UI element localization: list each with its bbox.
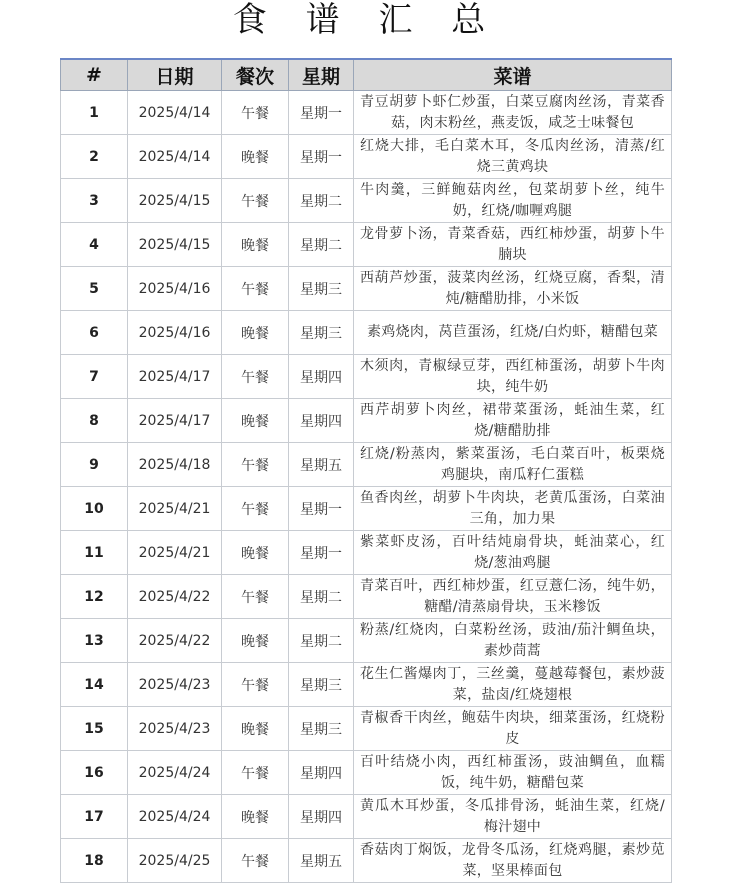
cell-num: 18: [61, 839, 128, 883]
cell-dishes: [354, 707, 672, 751]
dish-text: 素鸡烧肉，莴苣蛋汤，红烧/白灼虾，糖醋包菜: [366, 324, 658, 340]
cell-num: 16: [61, 751, 128, 795]
dish-text: 红烧大排，毛白菜木耳，冬瓜肉丝汤，清蒸/红烧三黄鸡块: [360, 137, 665, 175]
cell-dishes: [354, 355, 672, 399]
table-row[interactable]: [61, 179, 672, 223]
table-row[interactable]: [61, 707, 672, 751]
dish-text: 龙骨萝卜汤，青菜香菇，西红柿炒蛋，胡萝卜牛腩块: [360, 225, 665, 263]
cell-weekday: 星期二: [289, 223, 354, 267]
dish-text: 青椒香干肉丝，鲍菇牛肉块，细菜蛋汤，红烧粉皮: [360, 709, 665, 747]
cell-dishes: [354, 575, 672, 619]
cell-meal: 午餐: [222, 839, 289, 883]
dish-text: 青菜百叶，西红柿炒蛋，红豆薏仁汤，纯牛奶，糖醋/清蒸扇骨块，玉米糁饭: [360, 577, 665, 615]
table-row[interactable]: [61, 399, 672, 443]
cell-meal: 晚餐: [222, 399, 289, 443]
table-row[interactable]: [61, 619, 672, 663]
table-row[interactable]: [61, 91, 672, 135]
cell-date: 2025/4/15: [128, 223, 222, 267]
cell-meal: 午餐: [222, 179, 289, 223]
table-row[interactable]: [61, 487, 672, 531]
cell-num: 11: [61, 531, 128, 575]
cell-date: 2025/4/23: [128, 707, 222, 751]
dish-text: 西葫芦炒蛋，菠菜肉丝汤，红烧豆腐，香梨，清炖/糖醋肋排，小米饭: [360, 269, 665, 307]
cell-date: 2025/4/24: [128, 751, 222, 795]
cell-num: 8: [61, 399, 128, 443]
cell-dishes: [354, 487, 672, 531]
dish-text: 红烧/粉蒸肉，紫菜蛋汤，毛白菜百叶，板栗烧鸡腿块，南瓜籽仁蛋糕: [360, 445, 665, 483]
dish-text: 青豆胡萝卜虾仁炒蛋，白菜豆腐肉丝汤，青菜香菇，肉末粉丝，燕麦饭，咸芝士味餐包: [360, 93, 665, 131]
cell-weekday: 星期三: [289, 311, 354, 355]
table-row[interactable]: [61, 575, 672, 619]
dish-text: 百叶结烧小肉，西红柿蛋汤，豉油鲷鱼，血糯饭，纯牛奶，糖醋包菜: [360, 753, 665, 791]
dish-text: 香菇肉丁焖饭，龙骨冬瓜汤，红烧鸡腿，素炒苋菜，坚果棒面包: [360, 841, 665, 879]
cell-num: 5: [61, 267, 128, 311]
cell-dishes: [354, 751, 672, 795]
cell-weekday: 星期二: [289, 575, 354, 619]
cell-weekday: 星期一: [289, 487, 354, 531]
page-title: 食 谱 汇 总: [232, 0, 500, 40]
cell-dishes: [354, 223, 672, 267]
cell-meal: 晚餐: [222, 311, 289, 355]
cell-num: 6: [61, 311, 128, 355]
cell-num: 13: [61, 619, 128, 663]
table-row[interactable]: [61, 663, 672, 707]
cell-date: 2025/4/21: [128, 531, 222, 575]
cell-date: 2025/4/14: [128, 91, 222, 135]
cell-num: 15: [61, 707, 128, 751]
cell-meal: 午餐: [222, 663, 289, 707]
cell-date: 2025/4/22: [128, 619, 222, 663]
cell-meal: 午餐: [222, 751, 289, 795]
cell-date: 2025/4/24: [128, 795, 222, 839]
table-row[interactable]: [61, 751, 672, 795]
cell-weekday: 星期三: [289, 707, 354, 751]
cell-num: 14: [61, 663, 128, 707]
cell-meal: 午餐: [222, 355, 289, 399]
cell-dishes: [354, 619, 672, 663]
cell-meal: 午餐: [222, 487, 289, 531]
cell-date: 2025/4/16: [128, 267, 222, 311]
cell-dishes: [354, 399, 672, 443]
cell-weekday: 星期四: [289, 751, 354, 795]
cell-dishes: [354, 267, 672, 311]
cell-weekday: 星期二: [289, 179, 354, 223]
cell-dishes: [354, 839, 672, 883]
cell-weekday: 星期三: [289, 663, 354, 707]
cell-dishes: [354, 179, 672, 223]
dish-text: 木须肉，青椒绿豆芽，西红柿蛋汤，胡萝卜牛肉块，纯牛奶: [360, 357, 665, 395]
dish-text: 花生仁酱爆肉丁，三丝羹，蔓越莓餐包，素炒菠菜，盐卤/红烧翅根: [360, 665, 665, 703]
cell-num: 2: [61, 135, 128, 179]
cell-meal: 午餐: [222, 443, 289, 487]
cell-date: 2025/4/22: [128, 575, 222, 619]
cell-date: 2025/4/25: [128, 839, 222, 883]
cell-weekday: 星期四: [289, 399, 354, 443]
header-weekday[interactable]: 星期: [289, 59, 354, 91]
cell-weekday: 星期五: [289, 443, 354, 487]
table-row[interactable]: [61, 135, 672, 179]
cell-meal: 午餐: [222, 575, 289, 619]
header-dishes[interactable]: 菜谱: [354, 59, 672, 91]
dish-text: 粉蒸/红烧肉，白菜粉丝汤，豉油/茄汁鲷鱼块，素炒茼蒿: [360, 621, 665, 659]
header-meal[interactable]: 餐次: [222, 59, 289, 91]
cell-num: 9: [61, 443, 128, 487]
cell-meal: 晚餐: [222, 531, 289, 575]
cell-date: 2025/4/14: [128, 135, 222, 179]
header-date[interactable]: 日期: [128, 59, 222, 91]
dish-text: 西芹胡萝卜肉丝，裙带菜蛋汤，蚝油生菜，红烧/糖醋肋排: [360, 401, 665, 439]
cell-meal: 午餐: [222, 91, 289, 135]
cell-date: 2025/4/18: [128, 443, 222, 487]
header-row: [61, 59, 672, 91]
cell-meal: 午餐: [222, 267, 289, 311]
cell-dishes: [354, 443, 672, 487]
cell-date: 2025/4/15: [128, 179, 222, 223]
dish-text: 紫菜虾皮汤，百叶结炖扇骨块，蚝油菜心，红烧/葱油鸡腿: [360, 533, 665, 571]
cell-meal: 晚餐: [222, 707, 289, 751]
cell-dishes: [354, 135, 672, 179]
cell-date: 2025/4/17: [128, 399, 222, 443]
cell-date: 2025/4/17: [128, 355, 222, 399]
cell-num: 3: [61, 179, 128, 223]
dish-text: 鱼香肉丝，胡萝卜牛肉块，老黄瓜蛋汤，白菜油三角，加力果: [360, 489, 665, 527]
table-row[interactable]: [61, 267, 672, 311]
table-row[interactable]: [61, 355, 672, 399]
cell-date: 2025/4/23: [128, 663, 222, 707]
cell-num: 17: [61, 795, 128, 839]
table-row[interactable]: [61, 311, 672, 355]
menu-table: [60, 58, 672, 883]
cell-dishes: [354, 795, 672, 839]
table-row[interactable]: [61, 839, 672, 883]
cell-date: 2025/4/21: [128, 487, 222, 531]
dish-text: 黄瓜木耳炒蛋，冬瓜排骨汤，蚝油生菜，红烧/梅汁翅中: [360, 797, 665, 835]
cell-num: 12: [61, 575, 128, 619]
cell-meal: 晚餐: [222, 619, 289, 663]
table-row[interactable]: [61, 795, 672, 839]
cell-meal: 晚餐: [222, 795, 289, 839]
cell-date: 2025/4/16: [128, 311, 222, 355]
cell-weekday: 星期一: [289, 91, 354, 135]
table-row[interactable]: [61, 443, 672, 487]
cell-meal: 晚餐: [222, 135, 289, 179]
header-num[interactable]: #: [61, 59, 128, 91]
cell-meal: 晚餐: [222, 223, 289, 267]
cell-weekday: 星期五: [289, 839, 354, 883]
cell-num: 7: [61, 355, 128, 399]
table-row[interactable]: [61, 531, 672, 575]
cell-weekday: 星期四: [289, 795, 354, 839]
table-row[interactable]: [61, 223, 672, 267]
cell-num: 1: [61, 91, 128, 135]
cell-weekday: 星期三: [289, 267, 354, 311]
cell-weekday: 星期二: [289, 619, 354, 663]
cell-dishes: [354, 663, 672, 707]
cell-weekday: 星期一: [289, 531, 354, 575]
cell-dishes: [354, 311, 672, 355]
cell-dishes: [354, 531, 672, 575]
cell-weekday: 星期四: [289, 355, 354, 399]
cell-weekday: 星期一: [289, 135, 354, 179]
cell-num: 4: [61, 223, 128, 267]
cell-num: 10: [61, 487, 128, 531]
cell-dishes: [354, 91, 672, 135]
dish-text: 牛肉羹，三鲜鲍菇肉丝，包菜胡萝卜丝，纯牛奶，红烧/咖喱鸡腿: [360, 181, 665, 219]
